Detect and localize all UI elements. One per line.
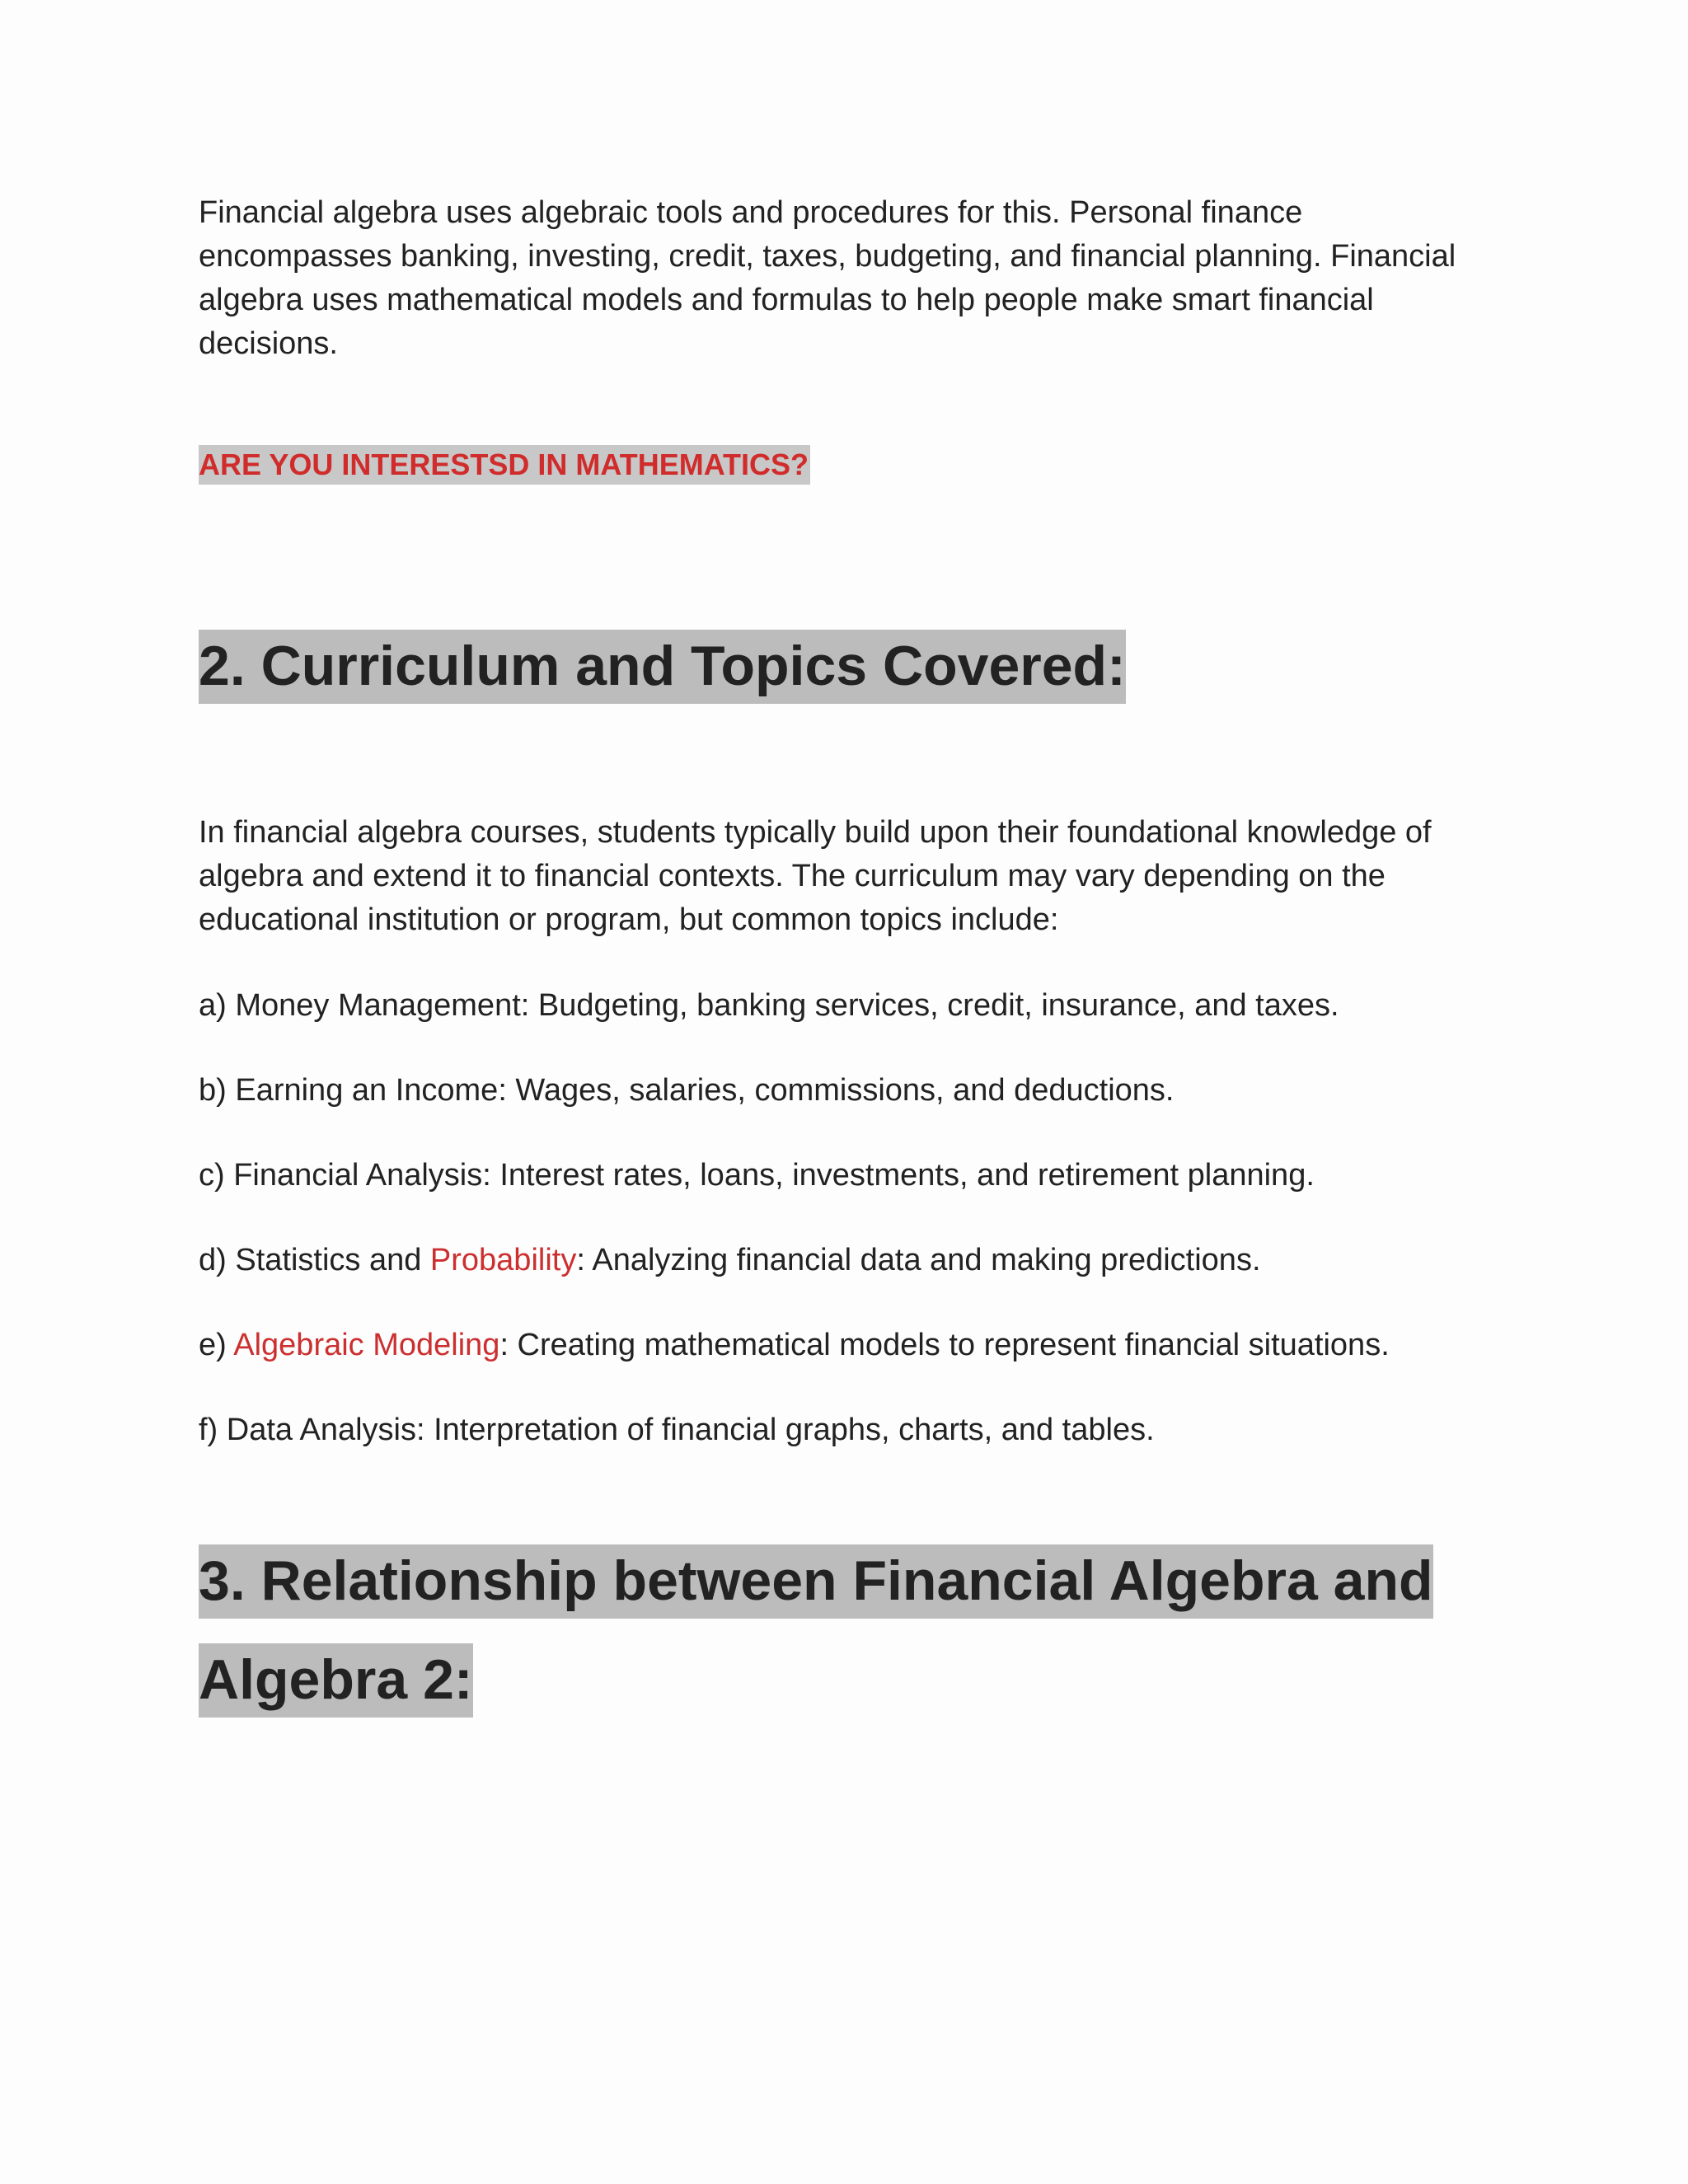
section-3-heading-text: 3. Relationship between Financial Algebra and Algebra 2: — [199, 1544, 1433, 1718]
topic-item-e-prefix: e) — [199, 1328, 234, 1362]
topic-item-e — [199, 1324, 1484, 1367]
topic-item-c: c) Financial Analysis: Interest rates, loans, investments, and retirement planning. — [199, 1158, 1315, 1193]
topic-item-d-prefix: d) Statistics and — [199, 1243, 430, 1277]
topic-item-d — [199, 1239, 1484, 1282]
section-2-heading — [199, 616, 1484, 715]
topic-item-e-suffix: : Creating mathematical models to represent financial situations. — [499, 1328, 1390, 1362]
section-2-paragraph: In financial algebra courses, students typically build upon their foundational knowledge of algebra and extend it to financial contexts. The curriculum may vary depending on the educational institution or program, but common topics include: — [199, 815, 1432, 937]
section-2-heading-text: 2. Curriculum and Topics Covered: — [199, 630, 1126, 704]
topic-item-f: f) Data Analysis: Interpretation of financial graphs, charts, and tables. — [199, 1413, 1155, 1447]
section-2-heading-block — [199, 616, 1484, 715]
topic-item-a: a) Money Management: Budgeting, banking services, credit, insurance, and taxes. — [199, 988, 1339, 1023]
probability-link[interactable]: Probability — [429, 1243, 577, 1277]
callout-link[interactable]: ARE YOU INTERESTSD IN MATHEMATICS? — [199, 445, 810, 485]
callout-block — [199, 445, 1484, 488]
section-3-heading — [199, 1531, 1484, 1729]
topic-item-b: b) Earning an Income: Wages, salaries, commissions, and deductions. — [199, 1073, 1175, 1108]
intro-paragraph: Financial algebra uses algebraic tools and procedures for this. Personal finance encompasses banking, investing, credit, taxes, budgeting, and financial planning. Financial algebra uses mathematical models and formulas to help people make smart financial decisions. — [199, 195, 1456, 361]
algebraic-modeling-link[interactable]: Algebraic Modeling — [233, 1328, 500, 1362]
topic-item-d-suffix: : Analyzing financial data and making predictions. — [576, 1243, 1261, 1277]
section-3-heading-block — [199, 1531, 1484, 1729]
document-content — [199, 191, 1484, 1729]
